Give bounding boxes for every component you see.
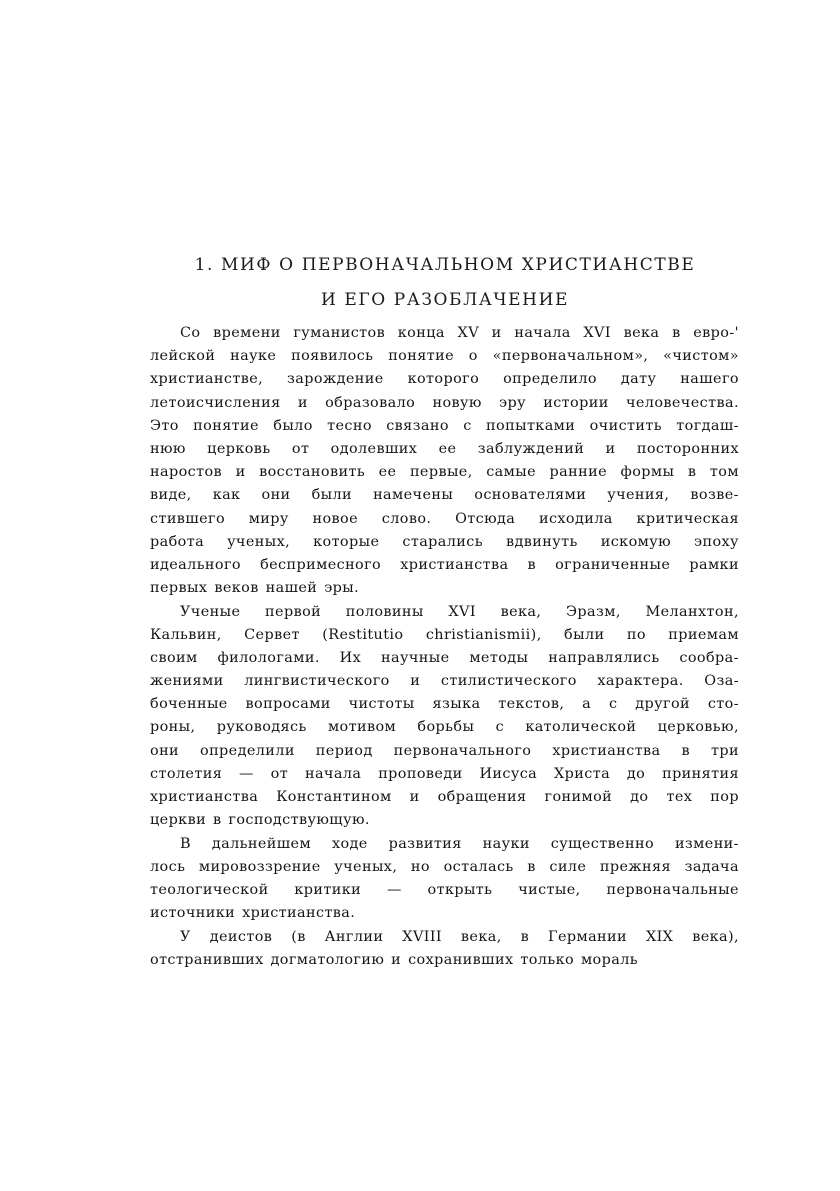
paragraph	[150, 833, 739, 926]
text-line: стившего миру новое слово. Отсюда исходила критическая	[150, 510, 739, 527]
text-line: Со времени гуманистов конца XV и начала XVI века в евро-'	[180, 325, 739, 341]
text-line: роны, руководясь мотивом борьбы с католической церковью,	[150, 719, 739, 736]
text-line: нюю церковь от одолевших ее заблуждений и посторонних	[150, 440, 739, 457]
text-line: своим филологами. Их научные методы направлялись сообра-	[150, 649, 739, 666]
paragraph	[150, 601, 739, 833]
text-line: теологической критики — открыть чистые, первоначальные	[150, 882, 739, 899]
text-line: Кальвин, Сервет (Restitutio christianismii), были по приемам	[150, 626, 739, 643]
text-line: они определили период первоначального христианства в три	[150, 742, 739, 759]
text-line: лейской науке появилось понятие о «первоначальном», «чистом»	[150, 348, 739, 365]
body-text	[150, 322, 739, 972]
text-line: христианства Константином и обращения гонимой до тех пор	[150, 789, 739, 806]
text-line: Это понятие было тесно связано с попытками очистить тогдаш-	[150, 417, 739, 434]
text-line: виде, как они были намечены основателями учения, возве-	[150, 487, 739, 504]
text-line: Ученые первой половины XVI века, Эразм, Меланхтон,	[180, 603, 739, 620]
text-line: христианстве, зарождение которого определило дату нашего	[150, 371, 739, 388]
text-line: В дальнейшем ходе развития науки существенно измени-	[180, 835, 739, 852]
text-line: наростов и восстановить ее первые, самые ранние формы в том	[150, 464, 739, 481]
chapter-heading	[150, 251, 740, 314]
chapter-title-line-1: 1. МИФ О ПЕРВОНАЧАЛЬНОМ ХРИСТИАНСТВЕ	[194, 255, 696, 275]
paragraph	[150, 926, 739, 972]
text-line: боченные вопросами чистоты языка текстов, а с другой сто-	[150, 696, 739, 713]
paragraph	[150, 322, 739, 600]
text-line: столетия — от начала проповеди Иисуса Христа до принятия	[150, 765, 739, 782]
text-line: работа ученых, которые старались вдвинуть искомую эпоху	[150, 533, 739, 550]
text-line: лось мировоззрение ученых, но осталась в силе прежняя задача	[150, 858, 739, 875]
text-line: первых веков нашей эры.	[150, 580, 360, 597]
text-line: жениями лингвистического и стилистического характера. Оза-	[150, 673, 739, 690]
text-line: идеального беспримесного христианства в ограниченные рамки	[150, 556, 739, 573]
text-line: У деистов (в Англии XVIII века, в Германии XIX века),	[180, 928, 739, 945]
text-line: источники христианства.	[150, 905, 356, 922]
chapter-title-line-2: И ЕГО РАЗОБЛАЧЕНИЕ	[320, 290, 570, 310]
text-line: церкви в господствующую.	[150, 812, 370, 829]
text-line: отстранивших догматологию и сохранивших только мораль	[150, 951, 638, 968]
text-line: летоисчисления и образовало новую эру истории человечества.	[150, 394, 739, 411]
